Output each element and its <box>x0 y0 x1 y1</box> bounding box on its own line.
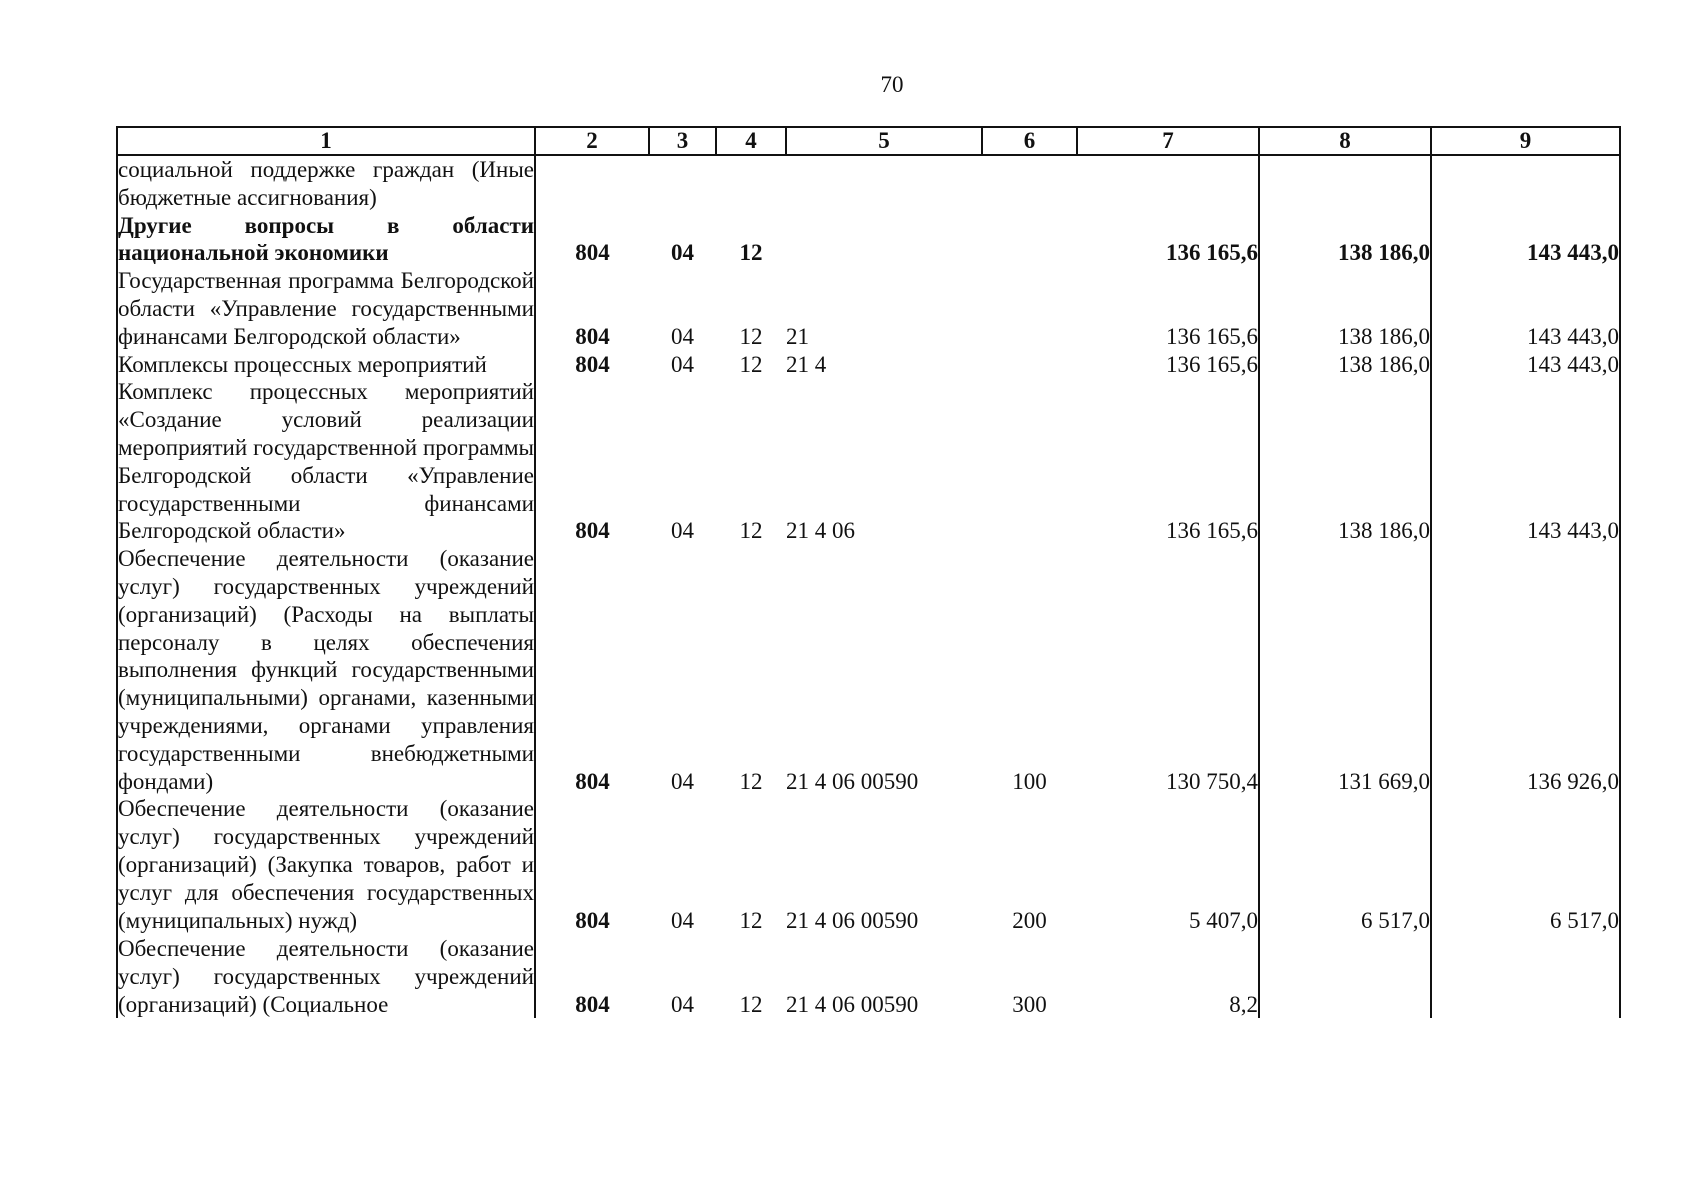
row-name: Государственная программа Белгородской области «Управление государственными финансами Белгородской области» <box>118 268 534 349</box>
row-vr <box>982 267 1077 350</box>
table-row <box>117 545 1620 795</box>
row-rz: 04 <box>671 768 694 794</box>
table-row <box>117 795 1620 934</box>
row-rz: 04 <box>671 323 694 349</box>
row-csr <box>786 212 982 268</box>
table-row <box>117 378 1620 545</box>
row-pr: 12 <box>739 351 763 377</box>
row-y3 <box>1431 934 1620 1018</box>
row-vr: 100 <box>1012 768 1047 794</box>
row-csr: 21 4 06 00590 <box>786 907 919 933</box>
row-gr: 804 <box>535 212 649 268</box>
row-csr: 21 4 06 <box>786 518 855 544</box>
row-y1: 136 165,6 <box>1077 212 1259 268</box>
header-col-4: 4 <box>716 127 786 155</box>
table-row <box>117 351 1620 379</box>
header-col-1: 1 <box>117 127 535 155</box>
page-number: 70 <box>880 72 904 97</box>
row-rz: 04 <box>671 991 694 1017</box>
table-header <box>117 127 1620 155</box>
row-gr: 804 <box>535 378 649 545</box>
row-y3: 143 443,0 <box>1431 212 1620 268</box>
row-csr: 21 <box>786 323 809 349</box>
table-body <box>117 155 1620 1018</box>
row-rz: 04 <box>671 518 694 544</box>
row-y3 <box>1431 155 1620 212</box>
row-gr: 804 <box>535 267 649 350</box>
row-y3: 6 517,0 <box>1431 795 1620 934</box>
row-rz: 04 <box>671 907 694 933</box>
row-y1 <box>1077 155 1259 212</box>
row-pr: 12 <box>739 907 763 933</box>
row-name: Обеспечение деятельности (оказание услуг) государственных учреждений (организаций) (Расходы на выплаты персоналу в целях обеспечения выполнения функций государственными (муниципальными) органами, казенными учреждениями, органами управления государственными внебюджетными фондами) <box>118 546 534 794</box>
row-y3: 143 443,0 <box>1431 351 1620 379</box>
row-gr: 804 <box>535 351 649 379</box>
row-y1: 136 165,6 <box>1077 378 1259 545</box>
row-y2: 138 186,0 <box>1259 351 1431 379</box>
row-vr: 200 <box>1012 907 1047 933</box>
row-name: Комплекс процессных мероприятий «Создание условий реализации мероприятий государственной программы Белгородской области «Управление государственными финансами Белгородской области» <box>118 379 534 544</box>
row-name: Обеспечение деятельности (оказание услуг) государственных учреждений (организаций) (Закупка товаров, работ и услуг для обеспечения государственных (муниципальных) нужд) <box>118 796 534 933</box>
row-csr: 21 4 <box>786 351 827 377</box>
header-col-5: 5 <box>786 127 982 155</box>
row-pr: 12 <box>739 323 763 349</box>
header-col-7: 7 <box>1077 127 1259 155</box>
row-y2: 138 186,0 <box>1259 378 1431 545</box>
row-name: Обеспечение деятельности (оказание услуг) государственных учреждений (организаций) (Социальное <box>118 935 534 1017</box>
row-pr <box>716 155 786 212</box>
row-vr: 300 <box>1012 991 1047 1017</box>
row-gr: 804 <box>535 795 649 934</box>
row-rz: 04 <box>671 240 694 266</box>
row-y3: 136 926,0 <box>1431 545 1620 795</box>
row-y3: 143 443,0 <box>1431 267 1620 350</box>
row-vr <box>982 155 1077 212</box>
row-y1: 130 750,4 <box>1077 545 1259 795</box>
row-y1: 5 407,0 <box>1077 795 1259 934</box>
header-col-2: 2 <box>535 127 649 155</box>
row-rz: 04 <box>671 351 694 377</box>
row-name: социальной поддержке граждан (Иные бюджетные ассигнования) <box>118 157 534 210</box>
row-vr <box>982 378 1077 545</box>
row-name: Комплексы процессных мероприятий <box>117 351 535 379</box>
row-y2: 131 669,0 <box>1259 545 1431 795</box>
row-csr <box>786 155 982 212</box>
table-row <box>117 934 1620 1018</box>
header-col-3: 3 <box>649 127 716 155</box>
row-y2: 6 517,0 <box>1259 795 1431 934</box>
table-row <box>117 267 1620 350</box>
row-y2: 138 186,0 <box>1259 212 1431 268</box>
header-col-8: 8 <box>1259 127 1431 155</box>
row-y2: 138 186,0 <box>1259 267 1431 350</box>
table-row <box>117 212 1620 268</box>
row-y3: 143 443,0 <box>1431 378 1620 545</box>
row-y1: 136 165,6 <box>1077 267 1259 350</box>
row-vr <box>982 212 1077 268</box>
row-pr: 12 <box>739 768 763 794</box>
table-row <box>117 155 1620 212</box>
row-rz <box>649 155 716 212</box>
row-y1: 8,2 <box>1077 934 1259 1018</box>
row-csr: 21 4 06 00590 <box>786 991 919 1017</box>
row-y2 <box>1259 155 1431 212</box>
row-gr <box>535 155 649 212</box>
row-csr: 21 4 06 00590 <box>786 768 919 794</box>
row-vr <box>982 351 1077 379</box>
row-gr: 804 <box>535 934 649 1018</box>
row-name: Другие вопросы в области национальной экономики <box>118 212 534 266</box>
header-col-9: 9 <box>1431 127 1620 155</box>
row-y1: 136 165,6 <box>1077 351 1259 379</box>
row-pr: 12 <box>739 991 763 1017</box>
row-pr: 12 <box>739 240 763 266</box>
row-y2 <box>1259 934 1431 1018</box>
row-gr: 804 <box>535 545 649 795</box>
header-col-6: 6 <box>982 127 1077 155</box>
budget-table <box>116 126 1621 1018</box>
row-pr: 12 <box>739 518 763 544</box>
